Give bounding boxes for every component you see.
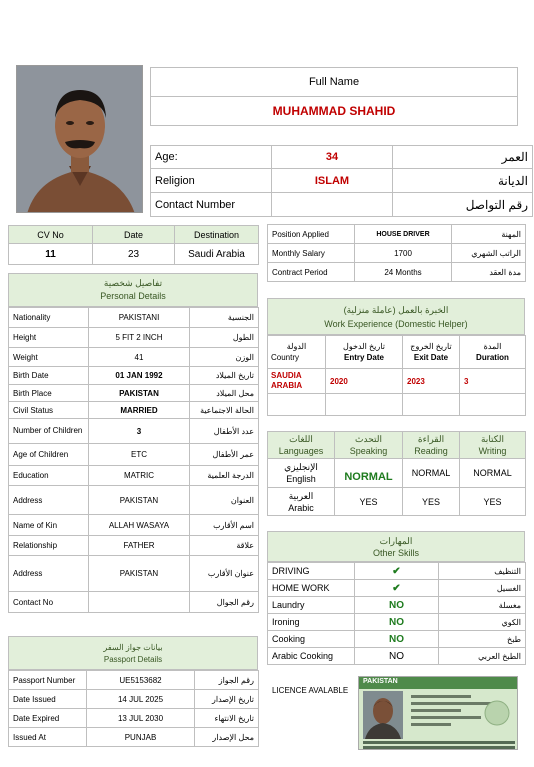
- monthly-salary-ar: الراتب الشهري: [452, 244, 526, 263]
- work-header-country-en: Country: [271, 353, 300, 362]
- passport-label-ar: تاريخ الانتهاء: [195, 709, 259, 728]
- skill-value: NO: [355, 631, 439, 648]
- passport-details-title-en: Passport Details: [103, 655, 163, 664]
- lang-arabic-ar: العربية: [288, 490, 314, 501]
- personal-label-ar: محل الميلاد: [190, 385, 259, 402]
- personal-row: [9, 419, 259, 444]
- personal-label: Civil Status: [9, 402, 89, 419]
- religion-label: Religion: [151, 169, 272, 193]
- skill-label: Laundry: [268, 597, 355, 614]
- licence-card-image: [358, 676, 518, 750]
- passport-label-ar: تاريخ الإصدار: [195, 690, 259, 709]
- work-header-exit: [403, 336, 460, 369]
- contact-label: Contact Number: [151, 193, 272, 217]
- passport-label-ar: رقم الجواز: [195, 671, 259, 690]
- work-empty-cell: [326, 394, 403, 416]
- lang-english-writing: NORMAL: [460, 459, 526, 488]
- basic-info-table: [150, 145, 533, 217]
- profile-photo: [16, 65, 143, 213]
- personal-label-ar: الحالة الاجتماعية: [190, 402, 259, 419]
- position-applied-ar: المهنة: [452, 225, 526, 244]
- personal-value: 41: [89, 348, 190, 367]
- lang-header-languages-ar: اللغات: [289, 434, 313, 444]
- lang-header-speaking-ar: التحدث: [355, 434, 382, 444]
- skill-label-ar: الكوي: [439, 614, 526, 631]
- personal-value: PAKISTANI: [89, 308, 190, 328]
- religion-value: ISLAM: [272, 169, 393, 193]
- contract-period-value: 24 Months: [355, 263, 452, 282]
- cv-date-value: 23: [93, 244, 175, 265]
- passport-label: Passport Number: [9, 671, 87, 690]
- skill-label: Cooking: [268, 631, 355, 648]
- cv-destination-value: Saudi Arabia: [175, 244, 259, 265]
- check-icon: ✔: [355, 563, 439, 580]
- cv-table: [8, 225, 259, 265]
- work-experience-title-en: Work Experience (Domestic Helper): [324, 319, 468, 329]
- cv-date-header: Date: [93, 226, 175, 244]
- lang-arabic-writing: YES: [460, 488, 526, 516]
- work-entry-value: 2020: [326, 369, 403, 394]
- work-header-entry-ar: تاريخ الدخول: [343, 342, 385, 351]
- work-experience-header: [267, 298, 525, 335]
- work-header-duration-en: Duration: [476, 353, 509, 362]
- other-skills-table: [267, 562, 526, 665]
- passport-row: [9, 690, 259, 709]
- personal-row: [9, 556, 259, 592]
- personal-label-ar: عنوان الأقارب: [190, 556, 259, 592]
- personal-value: [89, 592, 190, 613]
- work-header-entry-en: Entry Date: [343, 353, 384, 362]
- lang-arabic-en: Arabic: [288, 502, 314, 513]
- monthly-salary-value: 1700: [355, 244, 452, 263]
- personal-value: 01 JAN 1992: [89, 367, 190, 385]
- full-name-table: [150, 67, 518, 126]
- personal-row: [9, 328, 259, 348]
- personal-details-title-ar: تفاصيل شخصية: [103, 278, 163, 288]
- passport-details-header: [8, 636, 258, 670]
- languages-table: [267, 431, 526, 516]
- personal-value: PAKISTAN: [89, 486, 190, 515]
- cv-no-header: CV No: [9, 226, 93, 244]
- personal-value: 5 FIT 2 INCH: [89, 328, 190, 348]
- work-header-duration: [460, 336, 526, 369]
- age-value: 34: [272, 146, 393, 169]
- age-label: Age:: [151, 146, 272, 169]
- lang-header-speaking-en: Speaking: [349, 446, 388, 456]
- passport-label: Date Expired: [9, 709, 87, 728]
- personal-label-ar: رقم الجوال: [190, 592, 259, 613]
- work-header-entry: [326, 336, 403, 369]
- personal-value: ETC: [89, 444, 190, 466]
- work-header-exit-ar: تاريخ الخروج: [410, 342, 452, 351]
- work-empty-cell: [268, 394, 326, 416]
- passport-row: [9, 709, 259, 728]
- work-header-exit-en: Exit Date: [413, 353, 449, 362]
- personal-label-ar: عدد الأطفال: [190, 419, 259, 444]
- work-experience-title-ar: الخبرة بالعمل (عاملة منزلية): [343, 305, 449, 315]
- work-experience-table: [267, 335, 526, 416]
- position-applied-value: HOUSE DRIVER: [355, 225, 452, 244]
- passport-label: Issued At: [9, 728, 87, 747]
- work-empty-cell: [403, 394, 460, 416]
- personal-value: FATHER: [89, 536, 190, 556]
- skill-row: [268, 631, 526, 648]
- personal-label: Age of Children: [9, 444, 89, 466]
- skill-label: DRIVING: [268, 563, 355, 580]
- personal-details-title-en: Personal Details: [100, 291, 166, 301]
- check-icon: ✔: [355, 580, 439, 597]
- lang-header-reading-en: Reading: [414, 446, 448, 456]
- lang-header-writing-en: Writing: [478, 446, 507, 456]
- passport-details-table: [8, 670, 259, 747]
- personal-label: Education: [9, 466, 89, 486]
- personal-label: Address: [9, 556, 89, 592]
- skill-label-ar: مغسلة: [439, 597, 526, 614]
- lang-english-en: English: [286, 474, 316, 484]
- monthly-salary-label: Monthly Salary: [268, 244, 355, 263]
- work-header-country: [268, 336, 326, 369]
- position-applied-label: Position Applied: [268, 225, 355, 244]
- skill-row: [268, 614, 526, 631]
- personal-label-ar: عمر الأطفال: [190, 444, 259, 466]
- full-name-value: MUHAMMAD SHAHID: [151, 97, 518, 126]
- personal-value: ALLAH WASAYA: [89, 515, 190, 536]
- skill-label-ar: الطبخ العربي: [439, 648, 526, 665]
- skill-label: Ironing: [268, 614, 355, 631]
- personal-label-ar: تاريخ الميلاد: [190, 367, 259, 385]
- skill-label-ar: التنظيف: [439, 563, 526, 580]
- personal-row: [9, 536, 259, 556]
- full-name-label: Full Name: [151, 68, 518, 97]
- skill-value: NO: [355, 648, 439, 665]
- personal-label-ar: الدرجة العلمية: [190, 466, 259, 486]
- personal-label: Weight: [9, 348, 89, 367]
- contact-label-ar: رقم التواصل: [393, 193, 533, 217]
- personal-row: [9, 444, 259, 466]
- personal-label: Nationality: [9, 308, 89, 328]
- contract-period-ar: مدة العقد: [452, 263, 526, 282]
- skill-row: [268, 597, 526, 614]
- personal-row: [9, 592, 259, 613]
- personal-label-ar: الطول: [190, 328, 259, 348]
- contract-period-label: Contract Period: [268, 263, 355, 282]
- position-table: [267, 224, 526, 282]
- skill-row: [268, 563, 526, 580]
- personal-label: Relationship: [9, 536, 89, 556]
- passport-row: [9, 671, 259, 690]
- lang-english-speaking: NORMAL: [335, 459, 403, 488]
- skill-row: [268, 580, 526, 597]
- personal-label: Height: [9, 328, 89, 348]
- personal-row: [9, 515, 259, 536]
- personal-row: [9, 308, 259, 328]
- personal-label: Contact No: [9, 592, 89, 613]
- personal-label: Address: [9, 486, 89, 515]
- skill-value: NO: [355, 597, 439, 614]
- passport-label-ar: محل الإصدار: [195, 728, 259, 747]
- personal-value: 3: [89, 419, 190, 444]
- skill-label: HOME WORK: [268, 580, 355, 597]
- age-label-ar: العمر: [393, 146, 533, 169]
- work-header-country-ar: الدولة: [286, 342, 307, 351]
- lang-header-reading-ar: القراءة: [417, 434, 445, 444]
- other-skills-title-en: Other Skills: [372, 548, 419, 558]
- passport-details-title-ar: بيانات جواز السفر: [103, 643, 163, 652]
- work-header-duration-ar: المدة: [483, 342, 502, 351]
- work-duration-value: 3: [460, 369, 526, 394]
- personal-label: Number of Children: [9, 419, 89, 444]
- skill-label: Arabic Cooking: [268, 648, 355, 665]
- passport-value: PUNJAB: [87, 728, 195, 747]
- passport-value: UE5153682: [87, 671, 195, 690]
- skill-label-ar: الغسيل: [439, 580, 526, 597]
- personal-row: [9, 385, 259, 402]
- personal-details-table: [8, 307, 259, 613]
- lang-header-writing: [460, 432, 526, 459]
- work-country-value: SAUDIA ARABIA: [268, 369, 326, 394]
- personal-label-ar: الجنسية: [190, 308, 259, 328]
- passport-label: Date Issued: [9, 690, 87, 709]
- lang-english: [268, 459, 335, 488]
- lang-header-languages-en: Languages: [278, 446, 324, 456]
- cv-destination-header: Destination: [175, 226, 259, 244]
- passport-value: 14 JUL 2025: [87, 690, 195, 709]
- lang-header-speaking: [335, 432, 403, 459]
- personal-label: Birth Date: [9, 367, 89, 385]
- personal-row: [9, 367, 259, 385]
- work-empty-cell: [460, 394, 526, 416]
- personal-row: [9, 486, 259, 515]
- personal-details-header: [8, 273, 258, 307]
- skill-label-ar: طبخ: [439, 631, 526, 648]
- skill-value: NO: [355, 614, 439, 631]
- personal-label: Name of Kin: [9, 515, 89, 536]
- lang-english-ar: الإنجليزي: [284, 462, 318, 472]
- contact-value: [272, 193, 393, 217]
- personal-row: [9, 466, 259, 486]
- licence-label: LICENCE AVALABLE: [272, 686, 349, 695]
- licence-card-country: PAKISTAN: [363, 678, 398, 685]
- lang-header-writing-ar: الكتابة: [480, 434, 504, 444]
- lang-arabic-speaking: YES: [335, 488, 403, 516]
- personal-label-ar: الوزن: [190, 348, 259, 367]
- personal-label-ar: العنوان: [190, 486, 259, 515]
- personal-value: PAKISTAN: [89, 556, 190, 592]
- passport-row: [9, 728, 259, 747]
- lang-english-reading: NORMAL: [403, 459, 460, 488]
- cv-no-value: 11: [9, 244, 93, 265]
- personal-label-ar: علاقة: [190, 536, 259, 556]
- skill-row: [268, 648, 526, 665]
- personal-row: [9, 402, 259, 419]
- personal-value: MATRIC: [89, 466, 190, 486]
- other-skills-header: [267, 531, 525, 562]
- personal-value: PAKISTAN: [89, 385, 190, 402]
- lang-header-languages: [268, 432, 335, 459]
- lang-arabic-reading: YES: [403, 488, 460, 516]
- lang-header-reading: [403, 432, 460, 459]
- work-exit-value: 2023: [403, 369, 460, 394]
- other-skills-title-ar: المهارات: [379, 536, 413, 546]
- personal-row: [9, 348, 259, 367]
- personal-label: Birth Place: [9, 385, 89, 402]
- passport-value: 13 JUL 2030: [87, 709, 195, 728]
- personal-value: MARRIED: [89, 402, 190, 419]
- personal-label-ar: اسم الأقارب: [190, 515, 259, 536]
- lang-arabic: [268, 488, 335, 516]
- religion-label-ar: الديانة: [393, 169, 533, 193]
